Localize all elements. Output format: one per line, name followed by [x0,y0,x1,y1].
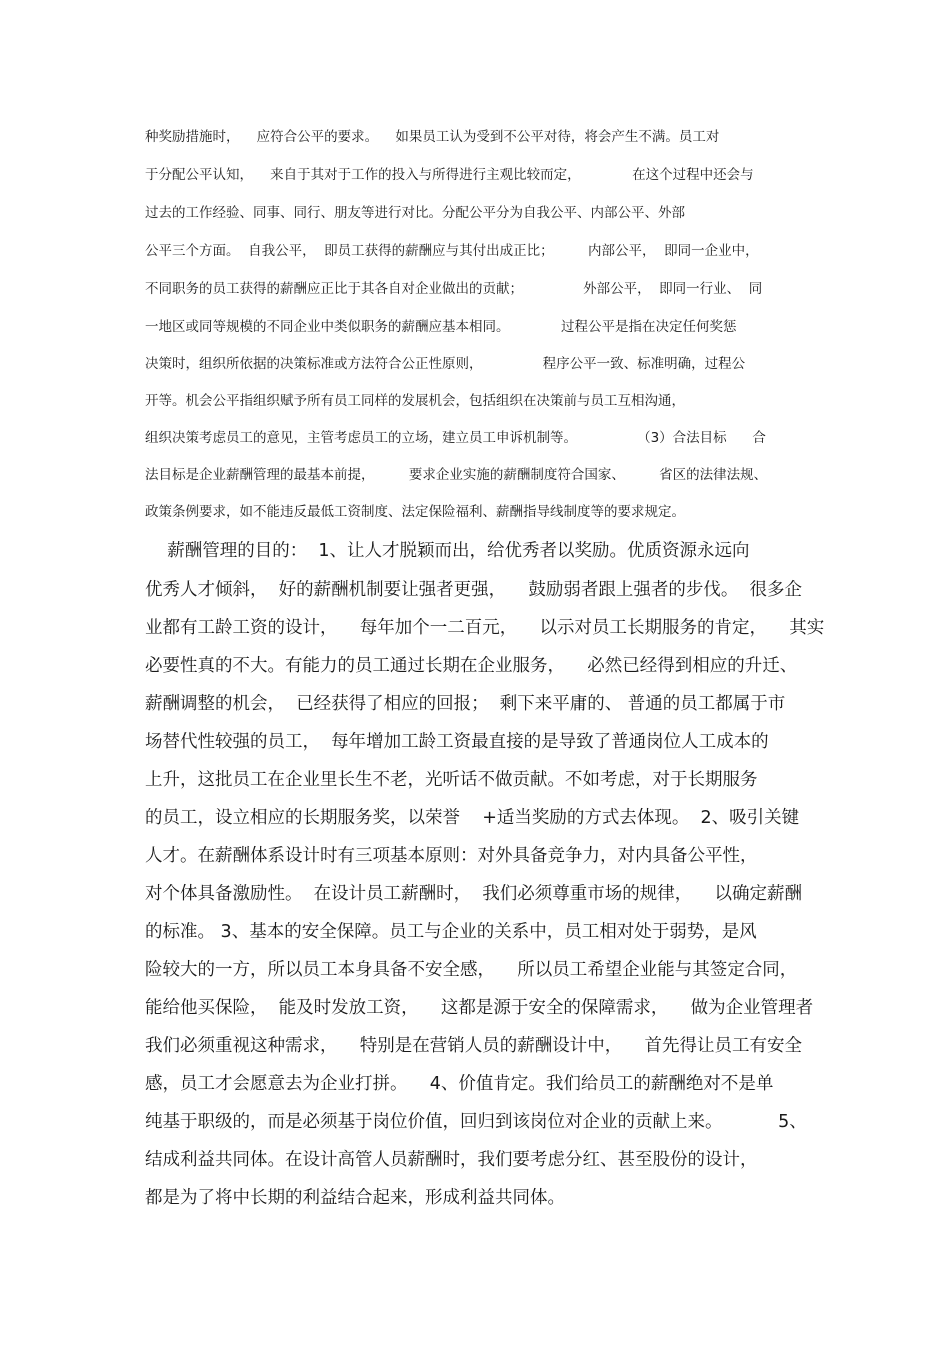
text-line: 薪酬管理的目的： 1、让人才脱颖而出，给优秀者以奖励。优质资源永远向 [145,541,750,561]
text-line: 必要性真的不大。有能力的员工通过长期在企业服务， 必然已经得到相应的升迁、 [145,656,798,676]
text-line: 我们必须重视这种需求， 特别是在营销人员的薪酬设计中， 首先得让员工有安全 [145,1036,802,1056]
text-line: 的标准。 3、基本的安全保障。员工与企业的关系中，员工相对处于弱势，是风 [145,922,757,942]
text-line: 不同职务的员工获得的薪酬应正比于其各自对企业做出的贡献； 外部公平， 即同一行业、 同 [145,281,763,297]
text-line: 决策时，组织所依据的决策标准或方法符合公正性原则， 程序公平一致、标准明确，过程公 [145,356,746,372]
text-line: 感，员工才会愿意去为企业打拼。 4、价值肯定。我们给员工的薪酬绝对不是单 [145,1074,774,1094]
text-line: 政策条例要求，如不能违反最低工资制度、法定保险福利、薪酬指导线制度等的要求规定。 [145,504,685,520]
text-line: 的员工，设立相应的长期服务奖，以荣誉 +适当奖励的方式去体现。 2、吸引关键 [145,808,800,828]
text-line: 法目标是企业薪酬管理的最基本前提， 要求企业实施的薪酬制度符合国家、 省区的法律法规、 [145,467,768,483]
text-line: 对个体具备激励性。 在设计员工薪酬时， 我们必须尊重市场的规律， 以确定薪酬 [145,884,802,904]
text-line: 业都有工龄工资的设计， 每年加个一二百元， 以示对员工长期服务的肯定， 其实 [145,618,825,638]
text-line: 开等。机会公平指组织赋予所有员工同样的发展机会，包括组织在决策前与员工互相沟通， [145,393,685,409]
text-line: 上升，这批员工在企业里长生不老，光听话不做贡献。不如考虑，对于长期服务 [145,770,758,790]
text-line: 公平三个方面。 自我公平， 即员工获得的薪酬应与其付出成正比； 内部公平， 即同一企业中， [145,243,759,259]
text-line: 薪酬调整的机会， 已经获得了相应的回报； 剩下来平庸的、 普通的员工都属于市 [145,694,786,714]
text-line: 优秀人才倾斜， 好的薪酬机制要让强者更强， 鼓励弱者跟上强者的步伐。 很多企 [145,580,802,600]
text-line: 险较大的一方，所以员工本身具备不安全感， 所以员工希望企业能与其签定合同， [145,960,798,980]
text-line: 纯基于职级的，而是必须基于岗位价值，回归到该岗位对企业的贡献上来。 5、 [145,1112,807,1132]
text-line: 场替代性较强的员工， 每年增加工龄工资最直接的是导致了普通岗位人工成本的 [145,732,769,752]
text-line: 能给他买保险， 能及时发放工资， 这都是源于安全的保障需求， 做为企业管理者 [145,998,814,1018]
text-line: 一地区或同等规模的不同企业中类似职务的薪酬应基本相同。 过程公平是指在决定任何奖惩 [145,319,737,335]
text-line: 于分配公平认知， 来自于其对于工作的投入与所得进行主观比较而定， 在这个过程中还会与 [145,167,754,183]
text-line: 都是为了将中长期的利益结合起来，形成利益共同体。 [145,1188,565,1208]
text-line: 过去的工作经验、同事、同行、朋友等进行对比。分配公平分为自我公平、内部公平、外部 [145,205,685,221]
text-line: 种奖励措施时， 应符合公平的要求。 如果员工认为受到不公平对待，将会产生不满。员工对 [145,129,720,145]
text-line: 结成利益共同体。在设计高管人员薪酬时，我们要考虑分红、甚至股份的设计， [145,1150,758,1170]
text-line: 人才。在薪酬体系设计时有三项基本原则：对外具备竞争力，对内具备公平性， [145,846,758,866]
text-line: 组织决策考虑员工的意见，主管考虑员工的立场，建立员工申诉机制等。 （3）合法目标 合 [145,430,766,446]
